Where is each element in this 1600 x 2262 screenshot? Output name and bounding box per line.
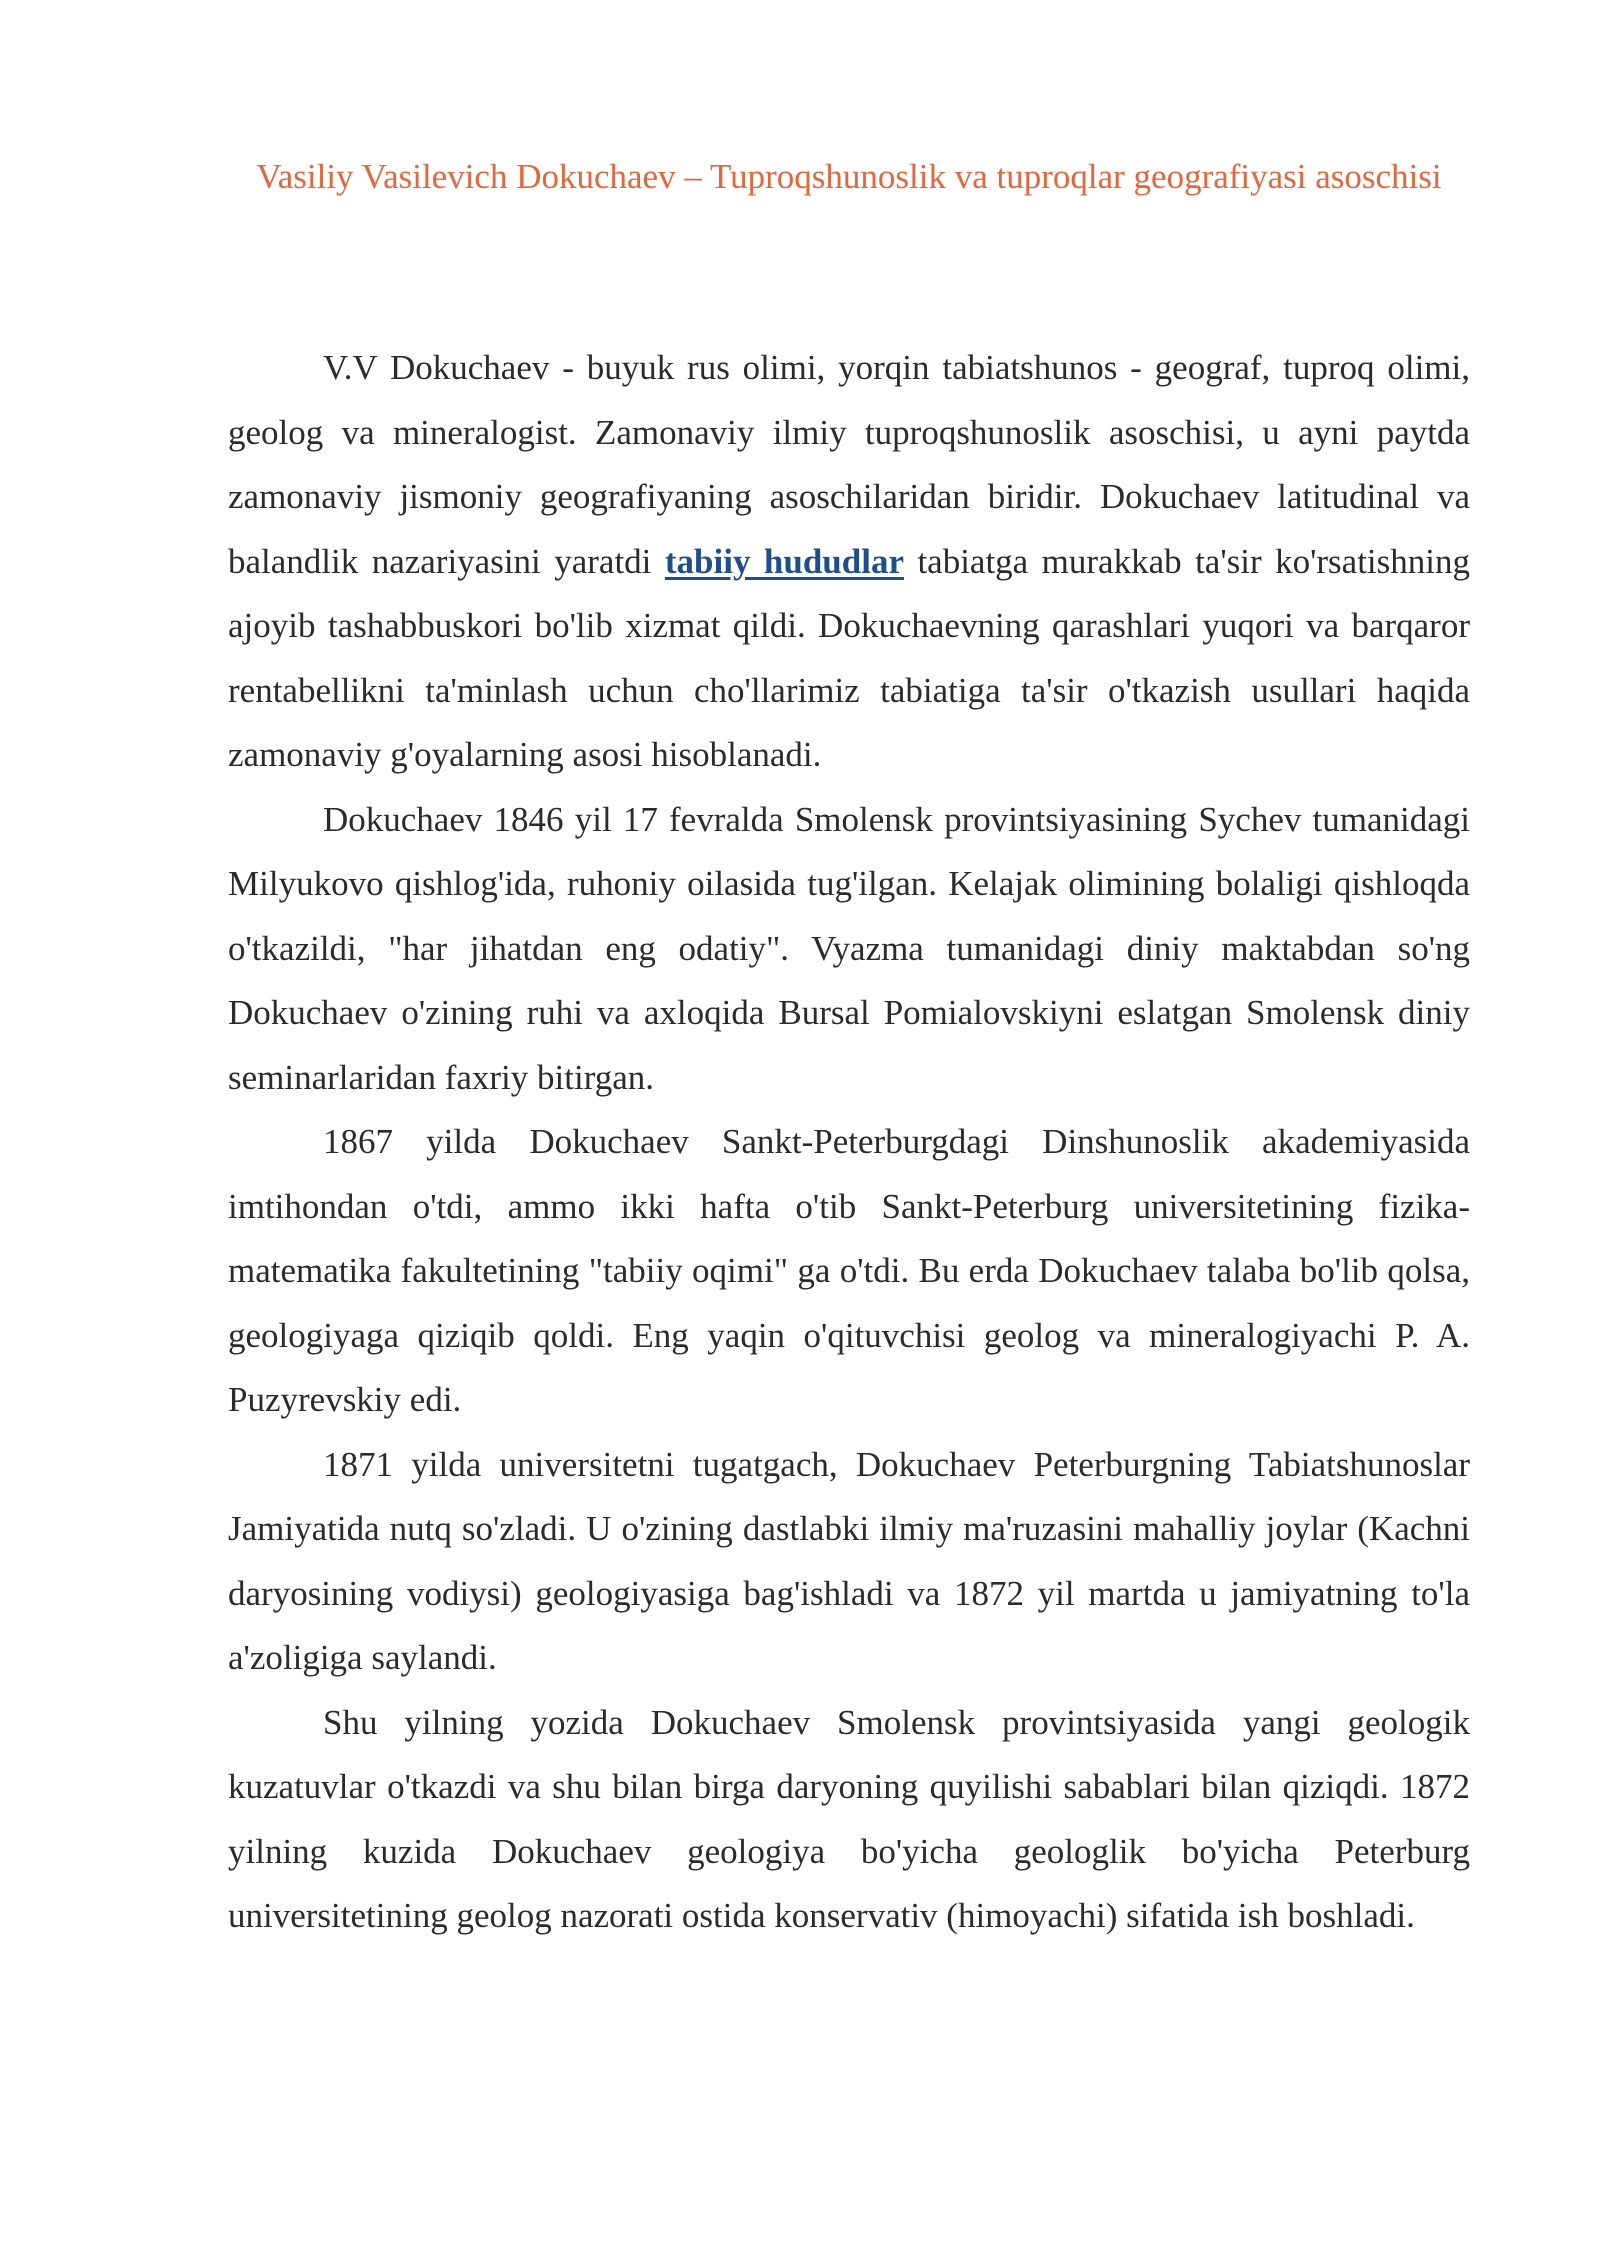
link-tabiiy-hududlar[interactable]: tabiiy hududlar bbox=[664, 541, 904, 581]
paragraph-1-text-start: V.V Dokuchaev - buyuk rus olimi, yorqin tabiatshunos - geograf, tuproq olimi, geolog va mineralogist. Zamonaviy ilmiy tuproqshunoslik asoschisi, u ayni paytda zamonaviy jismoniy geografiyaning asoschilaridan biridir. Dokuchaev latitudinal va balandlik nazariyasini yaratdi bbox=[228, 348, 1470, 581]
document-body bbox=[228, 336, 1470, 1949]
paragraph-4: 1871 yilda universitetni tugatgach, Dokuchaev Peterburgning Tabiatshunoslar Jamiyatida nutq so'zladi. U o'zining dastlabki ilmiy ma'ruzasini mahalliy joylar (Kachni daryosining vodiysi) geologiyasiga bag'ishladi va 1872 yil martda u jamiyatning to'la a'zoligiga saylandi. bbox=[228, 1444, 1470, 1677]
paragraph-2: Dokuchaev 1846 yil 17 fevralda Smolensk provintsiyasining Sychev tumanidagi Milyukovo qishlog'ida, ruhoniy oilasida tug'ilgan. Kelajak olimining bolaligi qishloqda o'tkazildi, "har jihatdan eng odatiy". Vyazma tumanidagi diniy maktabdan so'ng Dokuchaev o'zining ruhi va axloqida Bursal Pomialovskiyni eslatgan Smolensk diniy seminarlaridan faxriy bitirgan. bbox=[228, 799, 1470, 1097]
paragraph-3: 1867 yilda Dokuchaev Sankt-Peterburgdagi Dinshunoslik akademiyasida imtihondan o'tdi, ammo ikki hafta o'tib Sankt-Peterburg universitetining fizika-matematika fakultetining "tabiiy oqimi" ga o'tdi. Bu erda Dokuchaev talaba bo'lib qolsa, geologiyaga qiziqib qoldi. Eng yaqin o'qituvchisi geolog va mineralogiyachi P. A. Puzyrevskiy edi. bbox=[228, 1122, 1470, 1419]
paragraph-1 bbox=[228, 336, 1470, 788]
paragraph-1-text-end: tabiatga murakkab ta'sir ko'rsatishning ajoyib tashabbuskori bo'lib xizmat qildi. Dokuchaevning qarashlari yuqori va barqaror rentabellikni ta'minlash uchun cho'llarimiz tabiatiga ta'sir o'tkazish usullari haqida zamonaviy g'oyalarning asosi hisoblanadi. bbox=[228, 541, 1470, 774]
paragraph-5: Shu yilning yozida Dokuchaev Smolensk provintsiyasida yangi geologik kuzatuvlar o'tkazdi va shu bilan birga daryoning quyilishi sabablari bilan qiziqdi. 1872 yilning kuzida Dokuchaev geologiya bo'yicha geologlik bo'yicha Peterburg universitetining geolog nazorati ostida konservativ (himoyachi) sifatida ish boshladi. bbox=[228, 1702, 1470, 1935]
document-title: Vasiliy Vasilevich Dokuchaev – Tuproqshunoslik va tuproqlar geografiyasi asoschisi bbox=[256, 157, 1442, 196]
